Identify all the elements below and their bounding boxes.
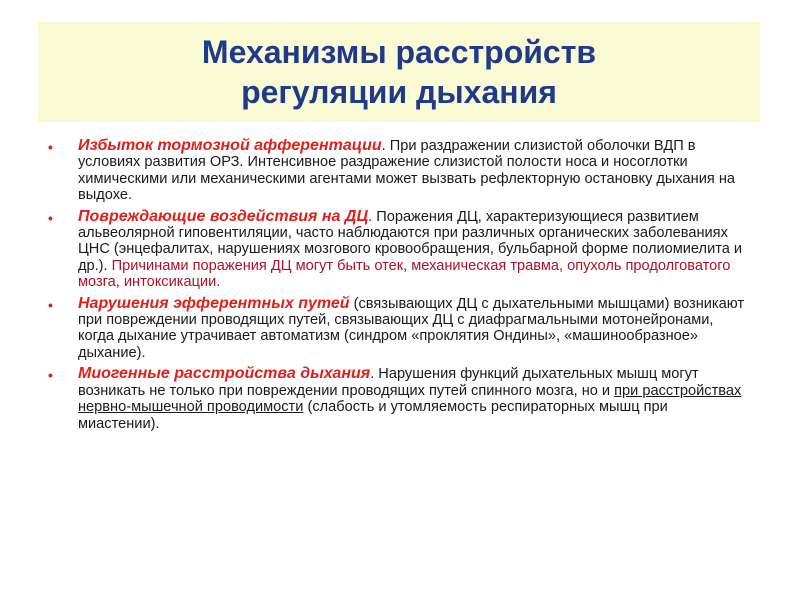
bullet-text: . Поражения ДЦ, характеризующиеся развитием альвеолярной гиповентиляции, часто наблюдаются при различных органических заболеваниях ЦНС (энцефалитах, нарушениях мозгового кровообращения, бульбарной форме полиомиелита и др.). bbox=[78, 208, 743, 274]
slide-title bbox=[38, 22, 760, 122]
bullet-heading: Миогенные расстройства дыхания bbox=[78, 365, 371, 383]
bullet-item-respiratory-center-damage bbox=[48, 209, 748, 291]
bullet-list bbox=[48, 138, 748, 437]
bullet-heading: Повреждающие воздействия на ДЦ bbox=[78, 207, 369, 225]
bullet-heading: Нарушения эфферентных путей bbox=[78, 294, 350, 312]
bullet-dot-icon: • bbox=[48, 296, 53, 313]
title-line-1: Механизмы расстройств bbox=[201, 34, 597, 70]
bullet-text: . При раздражении слизистой оболочки ВДП в условиях развития ОРЗ. Интенсивное раздражение слизистой полости носа и носоглотки химическими или механическими агентами может вызвать рефлекторную остановку дыхания на выдохе. bbox=[78, 138, 736, 204]
bullet-dot-icon: • bbox=[48, 209, 53, 226]
title-line-2: регуляции дыхания bbox=[241, 74, 557, 110]
bullet-text: (связывающих ДЦ с дыхательными мышцами) возникают при повреждении проводящих путей, связывающих ДЦ с диафрагмальными мотонейронами, когда дыхание утрачивает автоматизм (синдром «проклятия Ондины», «машинообразное» дыхание). bbox=[78, 295, 745, 361]
bullet-heading: Избыток тормозной афферентации bbox=[78, 137, 382, 154]
bullet-item-myogenic-disorders bbox=[48, 366, 748, 432]
bullet-text-causes: Причинами поражения ДЦ могут быть отек, механическая травма, опухоль продолговатого мозга, интоксикации. bbox=[78, 257, 731, 291]
bullet-dot-icon: • bbox=[48, 367, 53, 384]
bullet-item-efferent-pathways bbox=[48, 296, 748, 362]
bullet-dot-icon: • bbox=[48, 139, 53, 155]
bullet-text: . Нарушения функций дыхательных мышц могут возникать не только при повреждении проводящих путей спинного мозга, но и bbox=[78, 366, 699, 399]
bullet-text-underlined: при расстройствах нервно-мышечной проводимости bbox=[78, 382, 742, 416]
bullet-text-end: (слабость и утомляемость респираторных мышц при миастении). bbox=[78, 399, 668, 432]
bullet-item-inhibitory-afferentation bbox=[48, 138, 748, 204]
